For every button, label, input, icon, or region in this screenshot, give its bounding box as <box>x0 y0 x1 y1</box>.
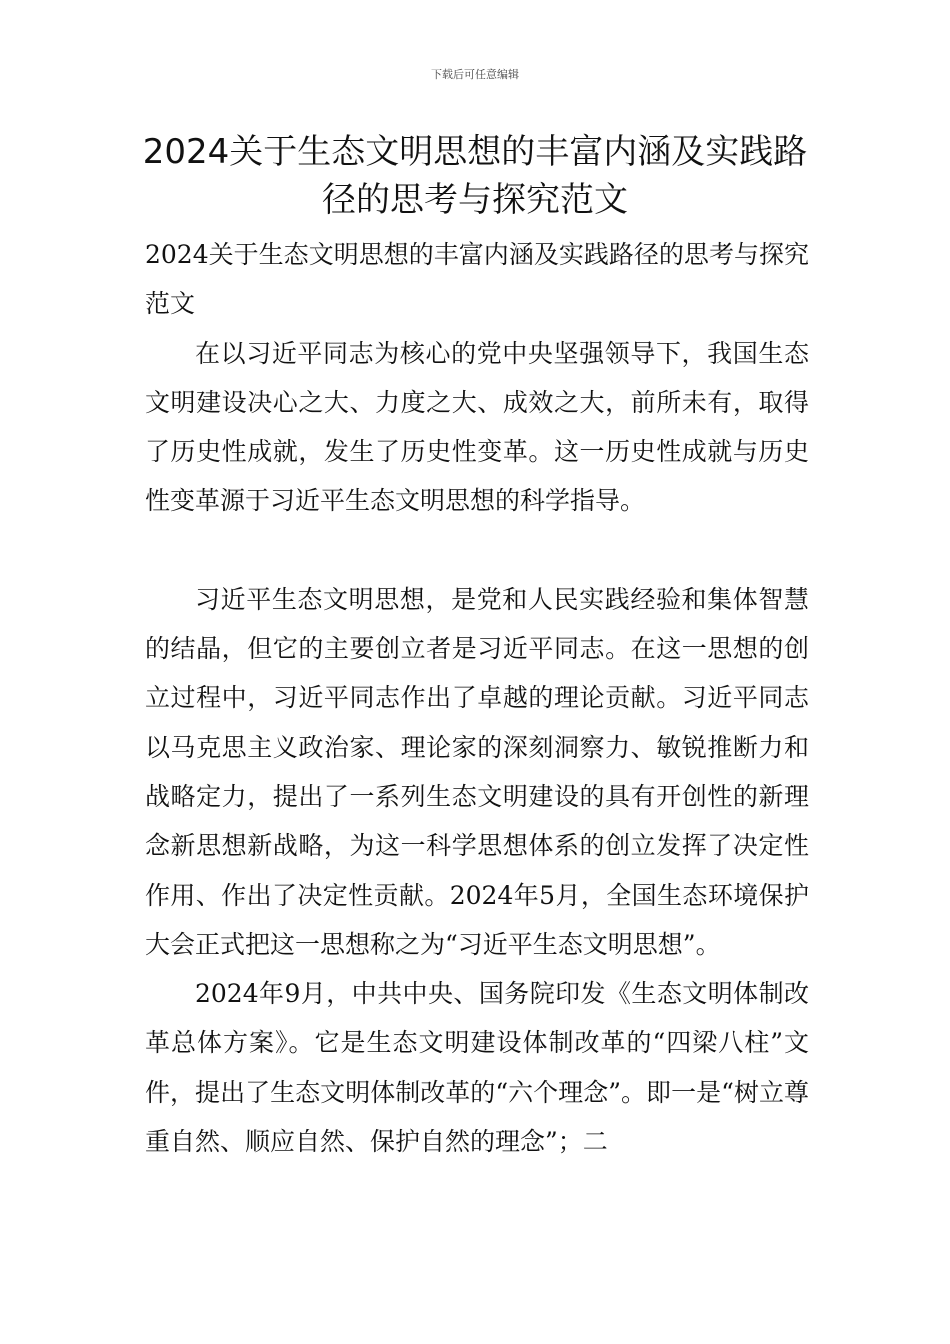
paragraph-spacer <box>145 526 809 575</box>
header-note: 下载后可任意编辑 <box>431 68 519 81</box>
body-paragraph-2: 习近平生态文明思想，是党和人民实践经验和集体智慧的结晶，但它的主要创立者是习近平同志。在这一思想的创立过程中，习近平同志作出了卓越的理论贡献。习近平同志以马克思主义政治家、理论家的深刻洞察力、敏锐推断力和战略定力，提出了一系列生态文明建设的具有开创性的新理念新思想新战略，为这一科学思想体系的创立发挥了决定性作用、作出了决定性贡献。2024年5月，全国生态环境保护大会正式把这一思想称之为“习近平生态文明思想”。 <box>145 584 809 959</box>
body-paragraph-3: 2024年9月，中共中央、国务院印发《生态文明体制改革总体方案》。它是生态文明建设体制改革的“四梁八柱”文件，提出了生态文明体制改革的“六个理念”。即一是“树立尊重自然、顺应自然、保护自然的理念”；二 <box>145 979 809 1157</box>
subtitle-paragraph: 2024关于生态文明思想的丰富内涵及实践路径的思考与探究范文 <box>145 240 809 319</box>
body-paragraph-1: 在以习近平同志为核心的党中央坚强领导下，我国生态文明建设决心之大、力度之大、成效之大，前所未有，取得了历史性成就，发生了历史性变革。这一历史性成就与历史性变革源于习近平生态文明思想的科学指导。 <box>145 338 809 516</box>
document-title: 2024关于生态文明思想的丰富内涵及实践路径的思考与探究范文 <box>142 132 808 220</box>
document-body <box>145 230 809 1166</box>
